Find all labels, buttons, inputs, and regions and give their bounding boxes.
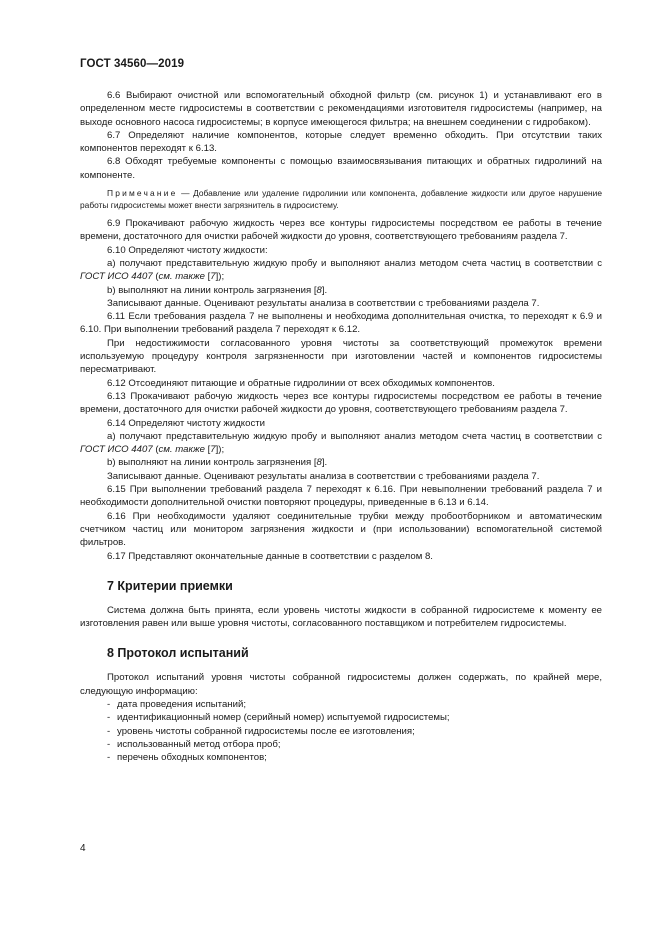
note-text: — Добавление или удаление гидролинии или компонента, добавление жидкости или другое нарушение работы гидросистемы может внести загрязнитель в гидросистему. (80, 188, 602, 211)
list-item: - использованный метод отбора проб; (107, 738, 281, 750)
list-item: - уровень чистоты собранной гидросистемы после ее изготовления; (107, 725, 415, 737)
standard-ref: ГОСТ ИСО 4407 (80, 271, 153, 283)
paragraph-6-9: 6.9 Прокачивают рабочую жидкость через все контуры гидросистемы посредством ее работы в течение времени, достаточного для очистки рабочей жидкости до уровня, соответствующего требованиям раздела 7. (80, 218, 602, 243)
list-item: - идентификационный номер (серийный номер) испытуемой гидросистемы; (107, 712, 450, 724)
paragraph-6-10-b: b) выполняют на линии контроль загрязнения [8]. (107, 284, 328, 296)
paragraph-6-7: 6.7 Определяют наличие компонентов, которые следует временно обходить. При отсутствии таких компонентов переходят к 6.13. (80, 129, 602, 155)
paragraph-6-14-a: a) получают представительную жидкую пробу и выполняют анализ методом счета частиц в соответствии с ГОСТ ИСО 4407 (см. также [7]); (80, 430, 602, 456)
document-body (80, 89, 602, 764)
paragraph-6-10: 6.10 Определяют чистоту жидкости: (107, 244, 268, 256)
section-8-title: 8 Протокол испытаний (107, 646, 249, 661)
document-code: ГОСТ 34560—2019 (80, 58, 185, 70)
paragraph-6-6: 6.6 Выбирают очистной или вспомогательный обходной фильтр (см. рисунок 1) и устанавливают его в определенном месте гидросистемы в соответствии с рекомендациями изготовителя гидросистемы (например, на выходе основного насоса гидросистемы; в корпусе имеющегося фильтра; на внешнем соединении с гидробаком). (80, 90, 602, 128)
paragraph-6-14-c: Записывают данные. Оценивают результаты анализа в соответствии с требованиями раздела 7. (107, 470, 540, 482)
bibliography-ref: 8 (316, 457, 322, 469)
paragraph-6-14-b: b) выполняют на линии контроль загрязнения [8]. (107, 457, 328, 469)
paragraph-6-14: 6.14 Определяют чистоту жидкости (107, 417, 266, 429)
section-7-text: Система должна быть принята, если уровень чистоты жидкости в собранной гидросистеме к моменту ее изготовления равен или выше уровня чистоты, согласованного поставщиком и потребителем гидросистемы. (80, 604, 602, 630)
paragraph-6-11: 6.11 Если требования раздела 7 не выполнены и необходима дополнительная очистка, то переходят к 6.9 и 6.10. При выполнении требований раздела 7 переходят к 6.12. (80, 311, 602, 336)
bibliography-ref: 7 (210, 444, 216, 456)
page-number: 4 (80, 843, 86, 854)
bibliography-ref: 8 (316, 284, 322, 296)
section-8-intro: Протокол испытаний уровня чистоты собранной гидросистемы должен содержать, по крайней мере, следующую информацию: (80, 672, 602, 697)
note (80, 187, 602, 211)
paragraph-6-11-b: При недостижимости согласованного уровня чистоты за соответствующий промежуток времени используемую процедуру контроля загрязненности при изготовлении частей и компонентов гидросистемы пересматривают. (80, 337, 602, 376)
paragraph-6-15: 6.15 При выполнении требований раздела 7 переходят к 6.16. При невыполнении требований раздела 7 и необходимости дополнительной очистки повторяют процедуры, приведенные в 6.13 и 6.14. (80, 484, 602, 509)
list-item: - дата проведения испытаний; (107, 698, 246, 710)
report-items-list (80, 698, 602, 764)
paragraph-6-17: 6.17 Представляют окончательные данные в соответствии с разделом 8. (107, 550, 433, 562)
paragraph-6-10-c: Записывают данные. Оценивают результаты анализа в соответствии с требованиями раздела 7. (107, 297, 540, 309)
paragraph-6-13: 6.13 Прокачивают рабочую жидкость через все контуры гидросистемы посредством ее работы в течение времени, достаточного для очистки рабочей жидкости до уровня, соответствующего требованиям раздела 7. (80, 390, 602, 416)
list-item: - перечень обходных компонентов; (107, 752, 267, 764)
bibliography-ref: 7 (210, 271, 216, 283)
standard-ref: ГОСТ ИСО 4407 (80, 444, 153, 456)
paragraph-6-12: 6.12 Отсоединяют питающие и обратные гидролинии от всех обходимых компонентов. (107, 377, 495, 389)
paragraph-6-10-a: a) получают представительную жидкую пробу и выполняют анализ методом счета частиц в соответствии с ГОСТ ИСО 4407 (см. также [7]); (80, 257, 602, 283)
section-7-title: 7 Критерии приемки (107, 578, 233, 593)
paragraph-6-8: 6.8 Обходят требуемые компоненты с помощью взаимосвязывания питающих и обратных гидролиний на компоненте. (80, 156, 602, 181)
paragraph-6-16: 6.16 При необходимости удаляют соединительные трубки между пробоотборником и автоматическим счетчиком частиц или монитором загрязнения жидкости и (при использовании) вспомогательной системой фильтров. (80, 510, 602, 549)
note-label: Примечание (107, 188, 178, 199)
